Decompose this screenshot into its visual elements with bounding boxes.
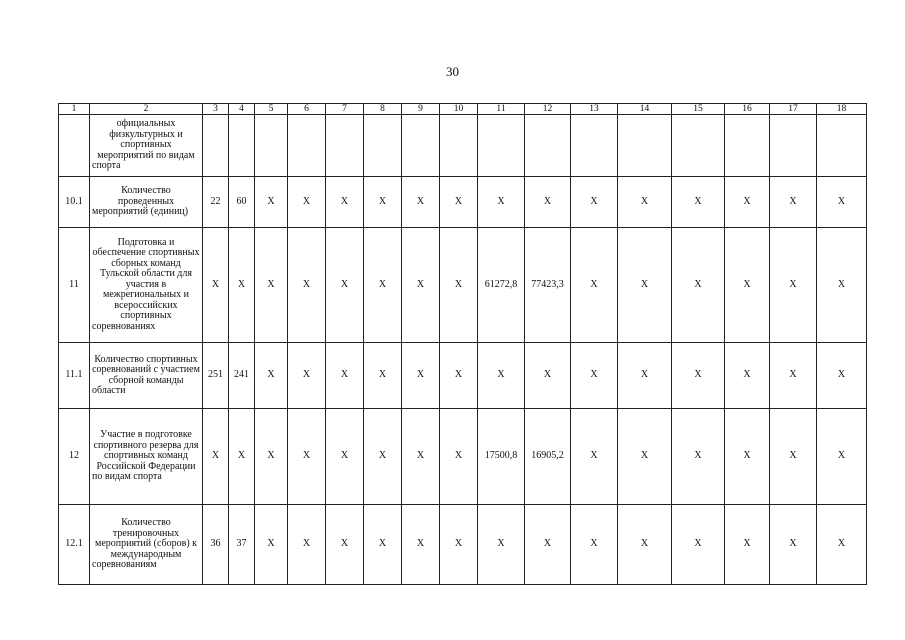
table-cell: X: [571, 228, 618, 343]
column-header: 2: [90, 104, 203, 115]
table-cell: X: [288, 177, 326, 228]
table-cell: X: [725, 343, 770, 409]
table-header-row: [59, 104, 867, 115]
row-name: Количество проведенных мероприятий (единиц): [90, 177, 203, 228]
table-row: [59, 115, 867, 177]
table-cell: X: [229, 409, 255, 505]
table-cell: 16905,2: [525, 409, 571, 505]
table-cell: X: [571, 505, 618, 585]
table-cell: X: [402, 409, 440, 505]
table-cell: X: [255, 409, 288, 505]
column-header: 15: [672, 104, 725, 115]
row-name: официальных физкультурных и спортивных мероприятий по видам спорта: [90, 115, 203, 177]
table-cell: X: [672, 343, 725, 409]
table-cell: X: [326, 177, 364, 228]
table-cell: X: [525, 505, 571, 585]
table-cell: X: [770, 409, 817, 505]
table-cell: X: [255, 228, 288, 343]
table-cell: [817, 115, 867, 177]
table-cell: 251: [203, 343, 229, 409]
table-cell: X: [326, 409, 364, 505]
row-number: 10.1: [59, 177, 90, 228]
table-cell: X: [725, 177, 770, 228]
table-cell: X: [571, 177, 618, 228]
table-cell: X: [402, 505, 440, 585]
column-header: 12: [525, 104, 571, 115]
column-header: 11: [478, 104, 525, 115]
table-cell: X: [440, 228, 478, 343]
table-cell: X: [440, 505, 478, 585]
table-cell: X: [478, 177, 525, 228]
row-number: 12.1: [59, 505, 90, 585]
table-cell: X: [817, 409, 867, 505]
table-row: [59, 343, 867, 409]
table-cell: X: [525, 177, 571, 228]
row-name: Подготовка и обеспечение спортивных сборных команд Тульской области для участия в межрегиональных и всероссийских спортивных соревнованиях: [90, 228, 203, 343]
table-cell: X: [817, 505, 867, 585]
table-cell: [770, 115, 817, 177]
row-name: Количество тренировочных мероприятий (сборов) к международным соревнованиям: [90, 505, 203, 585]
table-cell: [402, 115, 440, 177]
table-cell: X: [255, 505, 288, 585]
column-header: 3: [203, 104, 229, 115]
table-cell: [326, 115, 364, 177]
table-row: [59, 228, 867, 343]
table-cell: X: [525, 343, 571, 409]
table-cell: X: [440, 409, 478, 505]
table-cell: X: [229, 228, 255, 343]
column-header: 17: [770, 104, 817, 115]
table-cell: X: [326, 343, 364, 409]
table-cell: X: [817, 343, 867, 409]
table-row: [59, 505, 867, 585]
column-header: 18: [817, 104, 867, 115]
table-cell: X: [288, 343, 326, 409]
table-cell: X: [203, 228, 229, 343]
table-cell: X: [672, 228, 725, 343]
row-number: 11: [59, 228, 90, 343]
table-cell: X: [817, 177, 867, 228]
table-cell: X: [672, 505, 725, 585]
table-cell: X: [618, 177, 672, 228]
column-header: 6: [288, 104, 326, 115]
table-cell: X: [770, 343, 817, 409]
table-cell: [571, 115, 618, 177]
column-header: 14: [618, 104, 672, 115]
table-cell: X: [440, 343, 478, 409]
table-cell: X: [725, 505, 770, 585]
table-cell: 77423,3: [525, 228, 571, 343]
table-cell: [203, 115, 229, 177]
column-header: 16: [725, 104, 770, 115]
data-table: [58, 103, 867, 585]
table-cell: 61272,8: [478, 228, 525, 343]
column-header: 8: [364, 104, 402, 115]
column-header: 13: [571, 104, 618, 115]
table-cell: X: [402, 177, 440, 228]
column-header: 5: [255, 104, 288, 115]
table-cell: X: [725, 409, 770, 505]
column-header: 7: [326, 104, 364, 115]
table-cell: X: [255, 343, 288, 409]
table-cell: 36: [203, 505, 229, 585]
table-cell: X: [326, 505, 364, 585]
row-number: 12: [59, 409, 90, 505]
table-row: [59, 177, 867, 228]
table-cell: [672, 115, 725, 177]
table-cell: X: [402, 228, 440, 343]
table-cell: X: [440, 177, 478, 228]
table-cell: X: [364, 177, 402, 228]
table-cell: X: [770, 505, 817, 585]
column-header: 4: [229, 104, 255, 115]
table-cell: X: [203, 409, 229, 505]
table-cell: X: [618, 343, 672, 409]
table-cell: X: [288, 228, 326, 343]
table-cell: 37: [229, 505, 255, 585]
row-name: Количество спортивных соревнований с участием сборной команды области: [90, 343, 203, 409]
table-cell: X: [478, 343, 525, 409]
table-cell: X: [618, 505, 672, 585]
table-cell: 17500,8: [478, 409, 525, 505]
table-cell: 241: [229, 343, 255, 409]
table-cell: [288, 115, 326, 177]
table-cell: X: [364, 343, 402, 409]
table-cell: X: [618, 228, 672, 343]
page-number: 30: [446, 64, 459, 79]
table-cell: 60: [229, 177, 255, 228]
table-cell: X: [326, 228, 364, 343]
table-cell: X: [672, 409, 725, 505]
row-name: Участие в подготовке спортивного резерва для спортивных команд Российской Федерации по видам спорта: [90, 409, 203, 505]
table-cell: X: [618, 409, 672, 505]
table-cell: X: [478, 505, 525, 585]
table-cell: X: [725, 228, 770, 343]
table-cell: X: [255, 177, 288, 228]
table-cell: [364, 115, 402, 177]
table-cell: X: [571, 343, 618, 409]
table-cell: X: [288, 505, 326, 585]
table-cell: X: [672, 177, 725, 228]
table-cell: X: [402, 343, 440, 409]
row-number: [59, 115, 90, 177]
table-cell: [525, 115, 571, 177]
table-cell: [725, 115, 770, 177]
table-cell: X: [817, 228, 867, 343]
row-number: 11.1: [59, 343, 90, 409]
table-cell: X: [770, 177, 817, 228]
table-cell: X: [288, 409, 326, 505]
column-header: 10: [440, 104, 478, 115]
table-cell: X: [364, 228, 402, 343]
table-cell: [229, 115, 255, 177]
table-cell: X: [571, 409, 618, 505]
table-cell: [618, 115, 672, 177]
table-cell: [440, 115, 478, 177]
table-cell: X: [770, 228, 817, 343]
table-body: [59, 115, 867, 585]
table-row: [59, 409, 867, 505]
table-cell: [255, 115, 288, 177]
table-cell: [478, 115, 525, 177]
table-cell: X: [364, 409, 402, 505]
column-header: 1: [59, 104, 90, 115]
table-cell: X: [364, 505, 402, 585]
table-cell: 22: [203, 177, 229, 228]
column-header: 9: [402, 104, 440, 115]
